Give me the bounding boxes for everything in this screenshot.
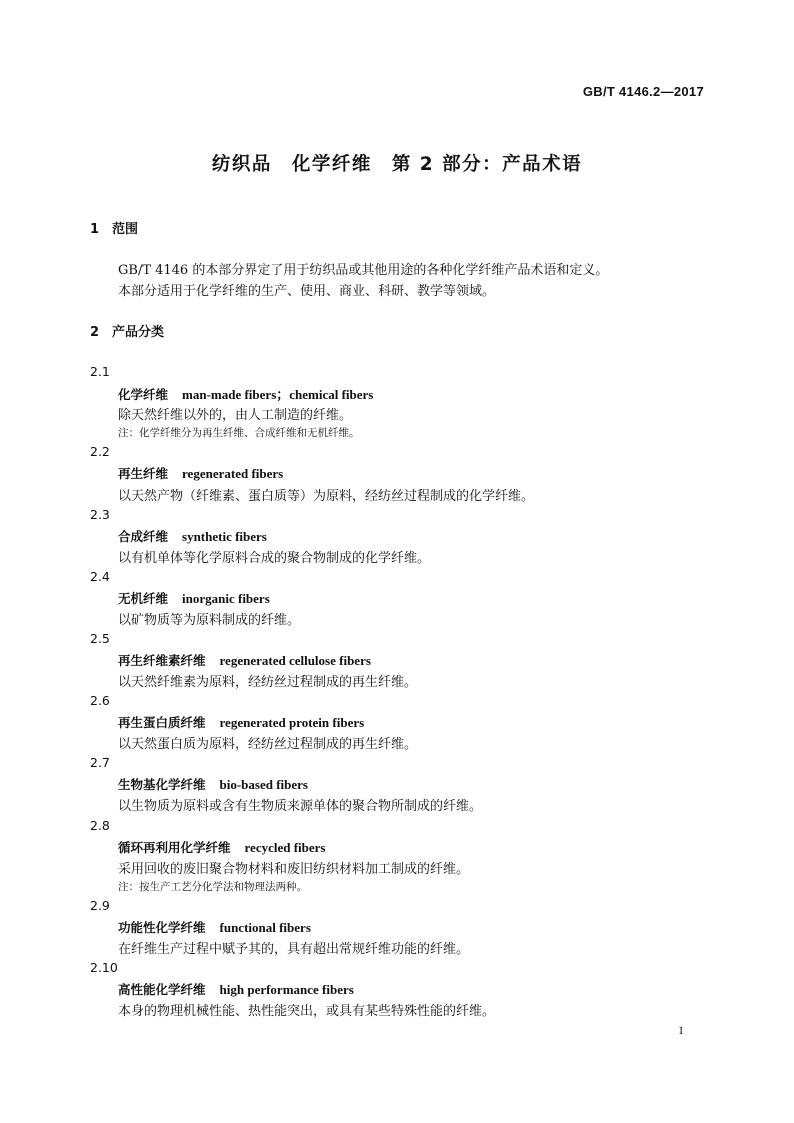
term bbox=[118, 775, 308, 793]
definition: 本身的物理机械性能、热性能突出，或具有某些特殊性能的纤维。 bbox=[118, 1004, 496, 1019]
term bbox=[118, 589, 270, 607]
definition: 以天然纤维素为原料，经纺丝过程制成的再生纤维。 bbox=[118, 675, 418, 690]
term-en: recycled fibers bbox=[244, 840, 326, 855]
entry-number: 2.5 bbox=[90, 631, 110, 646]
term-en: high performance fibers bbox=[219, 982, 354, 997]
section-2-number: 2 bbox=[90, 325, 100, 340]
term-en: inorganic fibers bbox=[182, 591, 270, 606]
entry-number: 2.6 bbox=[90, 693, 110, 708]
section-1-number: 1 bbox=[90, 222, 100, 237]
standard-code: GB/T 4146.2—2017 bbox=[582, 84, 704, 99]
scope-paragraph-2: 本部分适用于化学纤维的生产、使用、商业、科研、教学等领域。 bbox=[118, 284, 496, 299]
entry-number: 2.7 bbox=[90, 755, 110, 770]
term-zh: 功能性化学纤维 bbox=[118, 920, 206, 935]
definition: 除天然纤维以外的，由人工制造的纤维。 bbox=[118, 408, 353, 423]
term-zh: 合成纤维 bbox=[118, 529, 169, 544]
document-title: 纺织品 化学纤维 第 2 部分：产品术语 bbox=[211, 154, 583, 175]
term bbox=[118, 980, 354, 998]
note: 注：化学纤维分为再生纤维、合成纤维和无机纤维。 bbox=[118, 427, 360, 439]
definition: 以天然蛋白质为原料，经纺丝过程制成的再生纤维。 bbox=[118, 737, 418, 752]
term bbox=[118, 384, 373, 403]
entry-number: 2.3 bbox=[90, 507, 110, 522]
entry-number: 2.8 bbox=[90, 818, 110, 833]
term bbox=[118, 918, 311, 936]
section-2-title: 产品分类 bbox=[112, 325, 165, 340]
term-en: bio-based fibers bbox=[219, 777, 308, 792]
definition: 以天然产物（纤维素、蛋白质等）为原料，经纺丝过程制成的化学纤维。 bbox=[118, 489, 535, 504]
definition: 以生物质为原料或含有生物质来源单体的聚合物所制成的纤维。 bbox=[118, 799, 483, 814]
entry-number: 2.1 bbox=[90, 364, 110, 379]
scope-paragraph-1: GB/T 4146 的本部分界定了用于纺织品或其他用途的各种化学纤维产品术语和定义。 bbox=[118, 263, 609, 278]
term-en: functional fibers bbox=[219, 920, 311, 935]
definition: 以有机单体等化学原料合成的聚合物制成的化学纤维。 bbox=[118, 551, 431, 566]
definition: 在纤维生产过程中赋予其的，具有超出常规纤维功能的纤维。 bbox=[118, 942, 470, 957]
term-en: synthetic fibers bbox=[182, 529, 267, 544]
term-zh: 无机纤维 bbox=[118, 591, 169, 606]
section-1-title: 范围 bbox=[112, 222, 139, 237]
term bbox=[118, 713, 364, 731]
section-1-heading bbox=[90, 218, 138, 237]
term-zh: 再生蛋白质纤维 bbox=[118, 715, 206, 730]
term bbox=[118, 651, 371, 669]
term-en: regenerated cellulose fibers bbox=[219, 653, 371, 668]
term-en: regenerated protein fibers bbox=[219, 715, 365, 730]
definition: 以矿物质等为原料制成的纤维。 bbox=[118, 613, 301, 628]
term-zh: 再生纤维 bbox=[118, 466, 169, 481]
note: 注：按生产工艺分化学法和物理法两种。 bbox=[118, 881, 307, 893]
page-number: 1 bbox=[678, 1023, 684, 1037]
term-zh: 高性能化学纤维 bbox=[118, 982, 206, 997]
term-en: regenerated fibers bbox=[182, 466, 284, 481]
section-2-heading bbox=[90, 321, 164, 340]
entry-number: 2.9 bbox=[90, 898, 110, 913]
entry-number: 2.10 bbox=[90, 960, 118, 975]
term-zh: 生物基化学纤维 bbox=[118, 777, 206, 792]
definition: 采用回收的废旧聚合物材料和废旧纺织材料加工制成的纤维。 bbox=[118, 862, 470, 877]
term-en: man-made fibers；chemical fibers bbox=[182, 387, 374, 402]
term-zh: 循环再利用化学纤维 bbox=[118, 840, 231, 855]
entry-number: 2.4 bbox=[90, 569, 110, 584]
term bbox=[118, 464, 283, 482]
term bbox=[118, 838, 326, 856]
term bbox=[118, 527, 267, 545]
term-zh: 化学纤维 bbox=[118, 387, 169, 402]
term-zh: 再生纤维素纤维 bbox=[118, 653, 206, 668]
entry-number: 2.2 bbox=[90, 444, 110, 459]
